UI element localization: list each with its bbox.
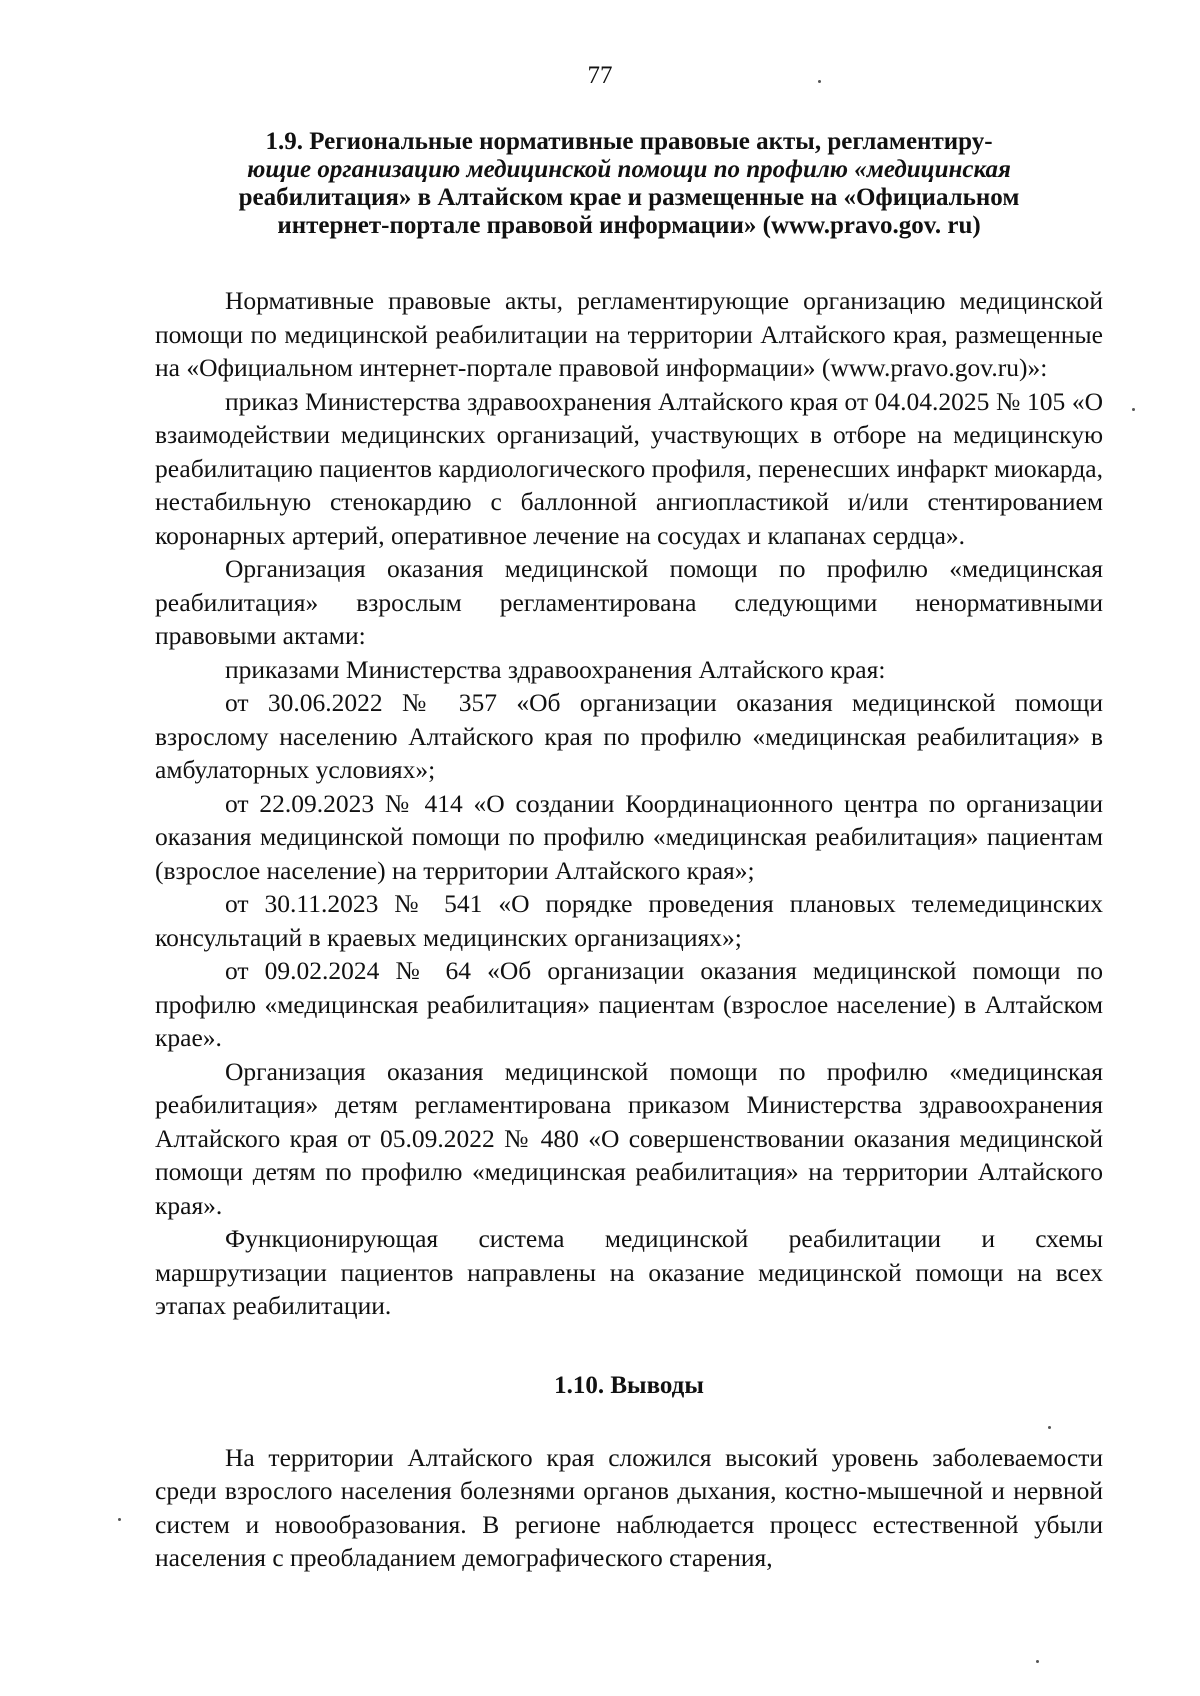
paragraph-adult-rehab: Организация оказания медицинской помощи по профилю «медицинская реабилитация» взрослым регламентирована следующими ненормативными правовыми актами: (155, 554, 1103, 650)
paragraph-order-105: приказ Министерства здравоохранения Алтайского края от 04.04.2025 № 105 «О взаимодействии медицинских организаций, участвующих в отборе на медицинскую реабилитацию пациентов кардиологического профиля, перенесших инфаркт миокарда, нестабильную стенокардию с баллонной ангиопластикой и/или стентированием коронарных артерий, оперативное лечение на сосудах и клапанах сердца». (155, 386, 1103, 550)
section-heading-line-2: ющие организацию медицинской помощи по профилю «медицинская (247, 156, 1011, 183)
conclusions-body (155, 1441, 1103, 1575)
paragraph-orders-intro: приказами Министерства здравоохранения Алтайского края: (225, 654, 886, 684)
paragraph-intro: Нормативные правовые акты, регламентирующие организацию медицинской помощи по медицинской реабилитации на территории Алтайского края, размещенные на «Официальном интернет-портале правовой информации» (www.pravo.gov.ru)»: (155, 286, 1103, 382)
paragraph-order-64: от 09.02.2024 № 64 «Об организации оказания медицинской помощи по профилю «медицинская реабилитация» пациентам (взрослое население) в Алтайском крае». (155, 956, 1103, 1052)
section-heading-line-1: 1.9. Региональные нормативные правовые акты, регламентиру- (265, 128, 993, 155)
paragraph-order-357: от 30.06.2022 № 357 «Об организации оказания медицинской помощи взрослому населению Алтайского края по профилю «медицинская реабилитация» в амбулаторных условиях»; (155, 688, 1103, 784)
page-number: 77 (587, 62, 613, 89)
paragraph-conclusions: На территории Алтайского края сложился высокий уровень заболеваемости среди взрослого населения болезнями органов дыхания, костно-мышечной и нервной систем и новообразования. В регионе наблюдается процесс естественной убыли населения с преобладанием демографического старения, (155, 1442, 1103, 1572)
page-content (155, 128, 1103, 1575)
section-heading-line-4: интернет-портале правовой информации» (www.pravo.gov. ru) (277, 212, 981, 239)
section-body (155, 284, 1103, 1323)
scan-speck (1048, 1426, 1051, 1429)
paragraph-children-rehab: Организация оказания медицинской помощи по профилю «медицинская реабилитация» детям регламентирована приказом Министерства здравоохранения Алтайского края от 05.09.2022 № 480 «О совершенствовании оказания медицинской помощи детям по профилю «медицинская реабилитация» на территории Алтайского края». (155, 1056, 1103, 1220)
paragraph-system-summary: Функционирующая система медицинской реабилитации и схемы маршрутизации пациентов направлены на оказание медицинской помощи на всех этапах реабилитации. (155, 1224, 1103, 1320)
paragraph-order-414: от 22.09.2023 № 414 «О создании Координационного центра по организации оказания медицинской помощи по профилю «медицинская реабилитация» пациентам (взрослое население) на территории Алтайского края»; (155, 788, 1103, 885)
scan-speck (118, 1518, 121, 1521)
scan-speck (1132, 408, 1135, 411)
section-heading-line-3: реабилитация» в Алтайском крае и размещенные на «Официальном (238, 184, 1020, 211)
section-heading (155, 128, 1103, 240)
scan-speck (818, 80, 821, 83)
conclusions-heading: 1.10. Выводы (554, 1371, 704, 1399)
paragraph-order-541: от 30.11.2023 № 541 «О порядке проведения плановых телемедицинских консультаций в краевых медицинских организациях»; (155, 889, 1103, 952)
scan-speck (1036, 1660, 1039, 1663)
